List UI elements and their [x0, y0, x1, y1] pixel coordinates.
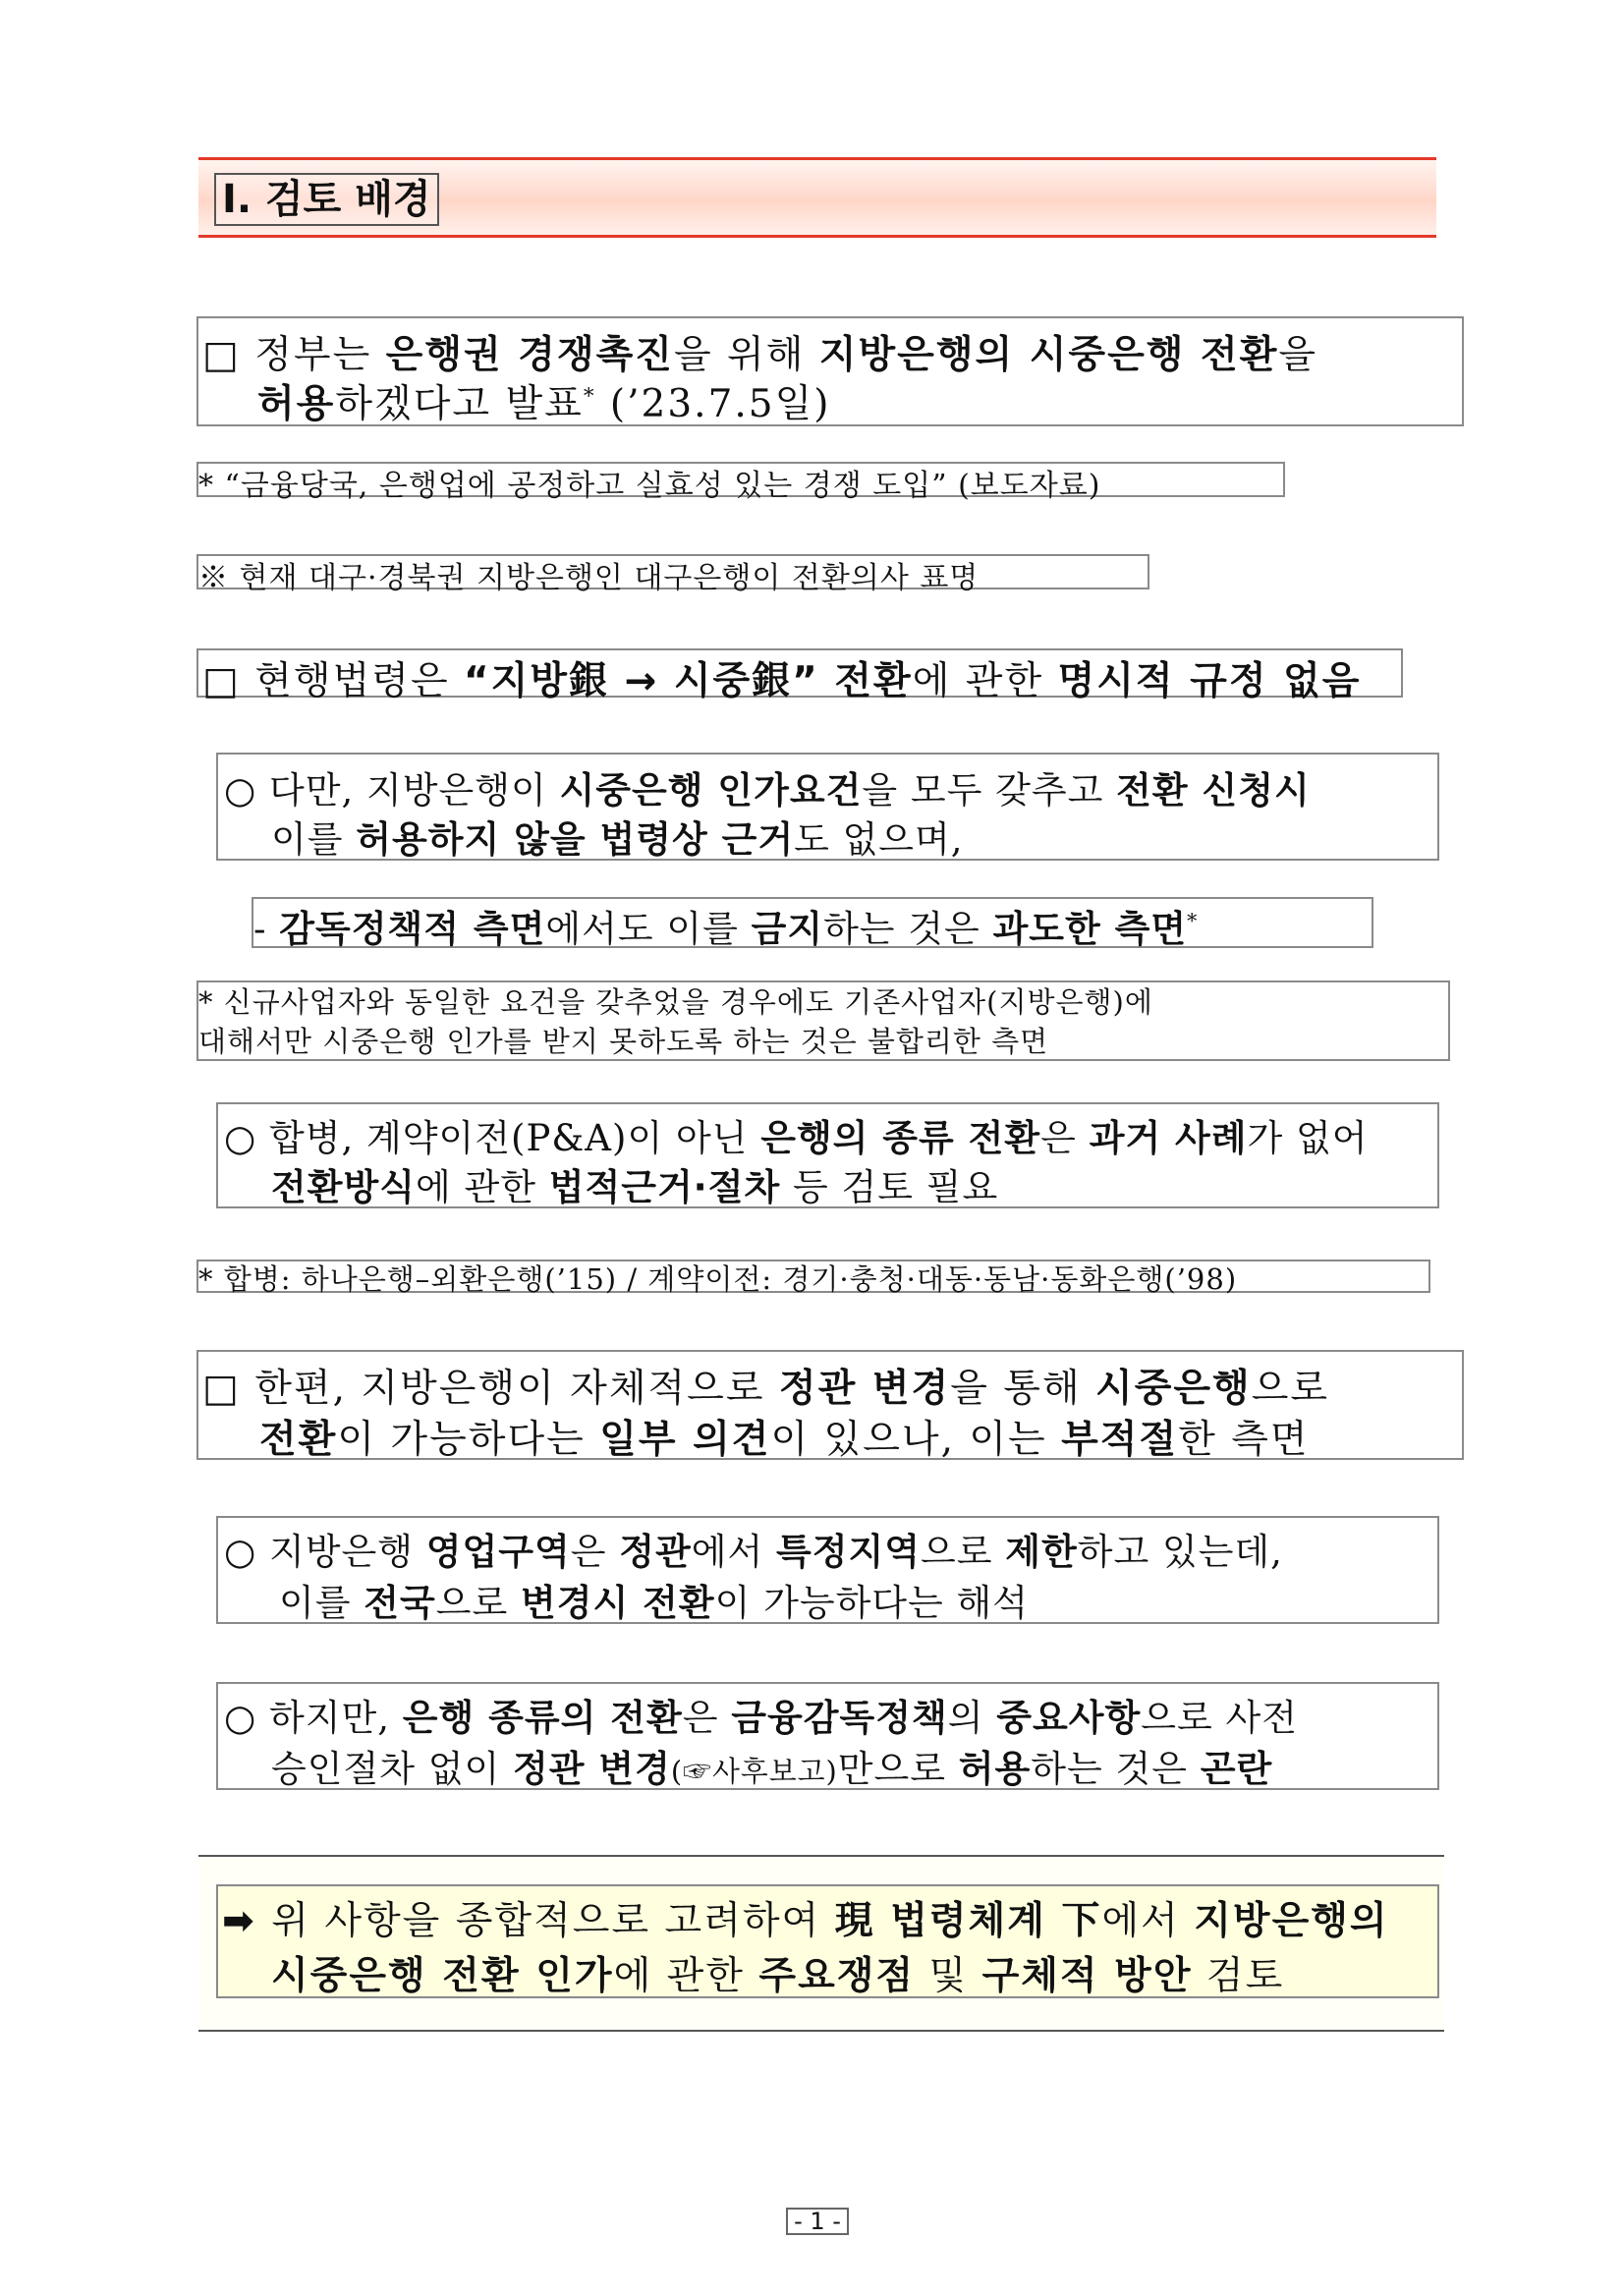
text-run: ○ 지방은행 — [224, 1531, 426, 1573]
footnote-press-release — [196, 462, 1285, 503]
text-run: 現 법령체계 下 — [834, 1899, 1102, 1943]
text-run: ※ 현재 대구·경북권 지방은행인 대구은행이 전환의사 표명 — [198, 561, 980, 595]
sub-item-4 — [216, 1682, 1439, 1790]
text-run: 에서도 이를 — [545, 908, 752, 950]
text-run: 영업구역 — [425, 1531, 571, 1573]
text-run: 이 가능하다는 — [337, 1418, 600, 1462]
text-run: “지방銀 → 시중銀” 전환 — [464, 659, 913, 703]
sub-item-3-line-2 — [279, 1573, 1437, 1626]
text-run: 승인절차 없이 — [271, 1748, 513, 1790]
text-run: 변경시 전환 — [520, 1582, 715, 1624]
paragraph-3-line-2 — [259, 1409, 1462, 1464]
sub-item-2-line-1 — [224, 1108, 1437, 1161]
text-run: 을 위해 — [673, 333, 819, 377]
note-daegu-bank — [196, 554, 1149, 595]
sub-item-1 — [216, 753, 1439, 861]
text-run: 과도한 측면 — [992, 908, 1188, 950]
text-run: - — [253, 908, 280, 950]
footnote-precedents-text — [198, 1258, 1428, 1298]
text-run: 은행권 경쟁촉진 — [385, 333, 674, 377]
text-run: 전환 신청시 — [1116, 769, 1311, 812]
text-run: * 합병: 하나은행–외환은행(’15) / 계약이전: 경기·충청·대동·동남·동화은행(’98) — [198, 1262, 1238, 1296]
text-run: 및 — [915, 1954, 982, 1998]
text-run: 일부 의견 — [599, 1418, 771, 1462]
footnote-new-entrant-line-1 — [198, 980, 1448, 1021]
text-run: 지방은행의 시중은행 전환 — [818, 333, 1279, 377]
conclusion-box — [216, 1884, 1439, 1998]
text-run: 명시적 규정 없음 — [1057, 659, 1362, 703]
section-title: Ⅰ. 검토 배경 — [214, 173, 439, 226]
text-run: □ 한편, 지방은행이 자체적으로 — [202, 1367, 779, 1411]
text-run: 에 관한 — [613, 1954, 759, 1998]
sub-item-2 — [216, 1102, 1439, 1208]
text-run: 은행의 종류 전환 — [760, 1117, 1041, 1159]
text-run: 시중은행 — [1095, 1367, 1252, 1411]
text-run: 은 — [682, 1697, 732, 1739]
text-run: 도 없으며, — [794, 818, 964, 861]
text-run: 제한 — [1005, 1531, 1078, 1573]
text-run: 전환방식 — [271, 1166, 416, 1208]
text-run: 이 가능하다는 해석 — [714, 1582, 1030, 1624]
text-run: ➡ — [222, 1899, 272, 1943]
footnote-precedents — [196, 1260, 1430, 1296]
detail-item-1 — [252, 897, 1373, 948]
sub-item-4-line-2 — [271, 1739, 1437, 1792]
sub-item-1-line-1 — [224, 760, 1437, 813]
text-run: 을 — [1278, 333, 1318, 377]
text-run: 시중은행 전환 인가 — [271, 1954, 614, 1998]
text-run: 하는 것은 — [823, 908, 993, 950]
sub-item-4-line-1 — [224, 1688, 1437, 1741]
text-run: 은행 종류의 전환 — [402, 1697, 683, 1739]
text-run: 법적근거·절차 — [548, 1166, 781, 1208]
text-run: 지방은행의 — [1194, 1899, 1389, 1943]
text-run: * 신규사업자와 동일한 요건을 갖추었을 경우에도 기존사업자(지방은행)에 — [198, 985, 1153, 1019]
text-run: 하고 있는데, — [1077, 1531, 1283, 1573]
text-run: 부적절 — [1061, 1418, 1179, 1462]
paragraph-3 — [196, 1350, 1464, 1460]
text-run: 곤란 — [1200, 1748, 1273, 1790]
sub-item-3 — [216, 1516, 1439, 1624]
text-run: 대해서만 시중은행 인가를 받지 못하도록 하는 것은 불합리한 측면 — [198, 1025, 1049, 1058]
text-run: 허용하지 않을 법령상 근거 — [356, 818, 795, 861]
text-run: 특정지역 — [776, 1531, 921, 1573]
text-run: 한 측면 — [1178, 1418, 1310, 1462]
text-run: 위 사항을 종합적으로 고려하여 — [271, 1899, 835, 1943]
sub-item-1-line-2 — [271, 810, 1437, 863]
text-run: 주요쟁점 — [758, 1954, 916, 1998]
text-run: 하는 것은 — [1031, 1748, 1201, 1790]
text-run: 구체적 방안 — [981, 1954, 1193, 1998]
text-run: 등 검토 필요 — [780, 1166, 999, 1208]
text-run: 감독정책적 측면 — [279, 908, 546, 950]
text-run: 금융감독정책 — [731, 1697, 948, 1739]
text-run: 하겠다고 발표 — [335, 382, 584, 426]
text-run: (☞사후보고) — [670, 1755, 838, 1788]
text-run: * “금융당국, 은행업에 공정하고 실효성 있는 경쟁 도입” (보도자료) — [198, 469, 1101, 503]
text-run: 은 — [570, 1531, 620, 1573]
footnote-new-entrant — [196, 980, 1450, 1061]
text-run: 이를 — [271, 818, 357, 861]
text-run: 에 관한 — [415, 1166, 549, 1208]
note-daegu-bank-text — [198, 553, 1148, 596]
text-run: 전환 — [259, 1418, 338, 1462]
text-run: 에서 — [1101, 1899, 1195, 1943]
sub-item-2-line-2 — [271, 1157, 1437, 1210]
page-number: - 1 - — [786, 2208, 849, 2235]
paragraph-1 — [196, 316, 1464, 426]
text-run: 으로 — [1251, 1367, 1330, 1411]
text-run: 으로 — [435, 1582, 521, 1624]
sub-item-3-line-1 — [224, 1522, 1437, 1575]
text-run: 이를 — [279, 1582, 364, 1624]
text-run: 허용 — [257, 382, 336, 426]
text-run: 정관 변경 — [778, 1367, 951, 1411]
text-run: 중요사항 — [996, 1697, 1142, 1739]
text-run: 정관 변경 — [512, 1748, 671, 1790]
text-run: ○ 하지만, — [224, 1697, 403, 1739]
footnote-press-release-text — [198, 461, 1283, 504]
text-run: 금지 — [751, 908, 824, 950]
text-run: * — [1187, 909, 1199, 933]
text-run: 가 없어 — [1247, 1117, 1369, 1159]
text-run: 허용 — [958, 1748, 1032, 1790]
text-run: 이 있으나, 이는 — [770, 1418, 1062, 1462]
detail-item-1-text — [253, 899, 1372, 952]
footnote-new-entrant-line-2 — [198, 1020, 1448, 1060]
text-run: (’23.7.5일) — [595, 382, 831, 426]
text-run: ○ 다만, 지방은행이 — [224, 769, 560, 812]
text-run: 으로 사전 — [1141, 1697, 1298, 1739]
text-run: 을 모두 갖추고 — [862, 769, 1117, 812]
text-run: 과거 사례 — [1089, 1117, 1248, 1159]
text-run: 전국 — [364, 1582, 436, 1624]
paragraph-3-line-1 — [202, 1358, 1462, 1413]
text-run: 은 — [1040, 1117, 1090, 1159]
text-run: 시중은행 인가요건 — [559, 769, 863, 812]
text-run: □ 정부는 — [202, 333, 386, 377]
paragraph-1-line-1 — [202, 324, 1462, 379]
conclusion-line-1 — [222, 1890, 1437, 1945]
text-run: ○ 합병, 계약이전(P&A)이 아닌 — [224, 1117, 761, 1159]
text-run: □ 현행법령은 — [202, 659, 465, 703]
paragraph-2 — [196, 648, 1403, 703]
paragraph-2-line-1 — [202, 650, 1401, 705]
text-run: 에 관한 — [912, 659, 1058, 703]
text-run: 으로 — [920, 1531, 1006, 1573]
text-run: 정관 — [619, 1531, 692, 1573]
text-run: 검토 — [1192, 1954, 1285, 1998]
text-run: 만으로 — [837, 1748, 959, 1790]
text-run: 에서 — [691, 1531, 776, 1573]
paragraph-1-line-2 — [257, 373, 1462, 428]
text-run: * — [583, 384, 596, 409]
conclusion-line-2 — [271, 1945, 1437, 2000]
text-run: 을 통해 — [950, 1367, 1096, 1411]
text-run: 의 — [947, 1697, 997, 1739]
